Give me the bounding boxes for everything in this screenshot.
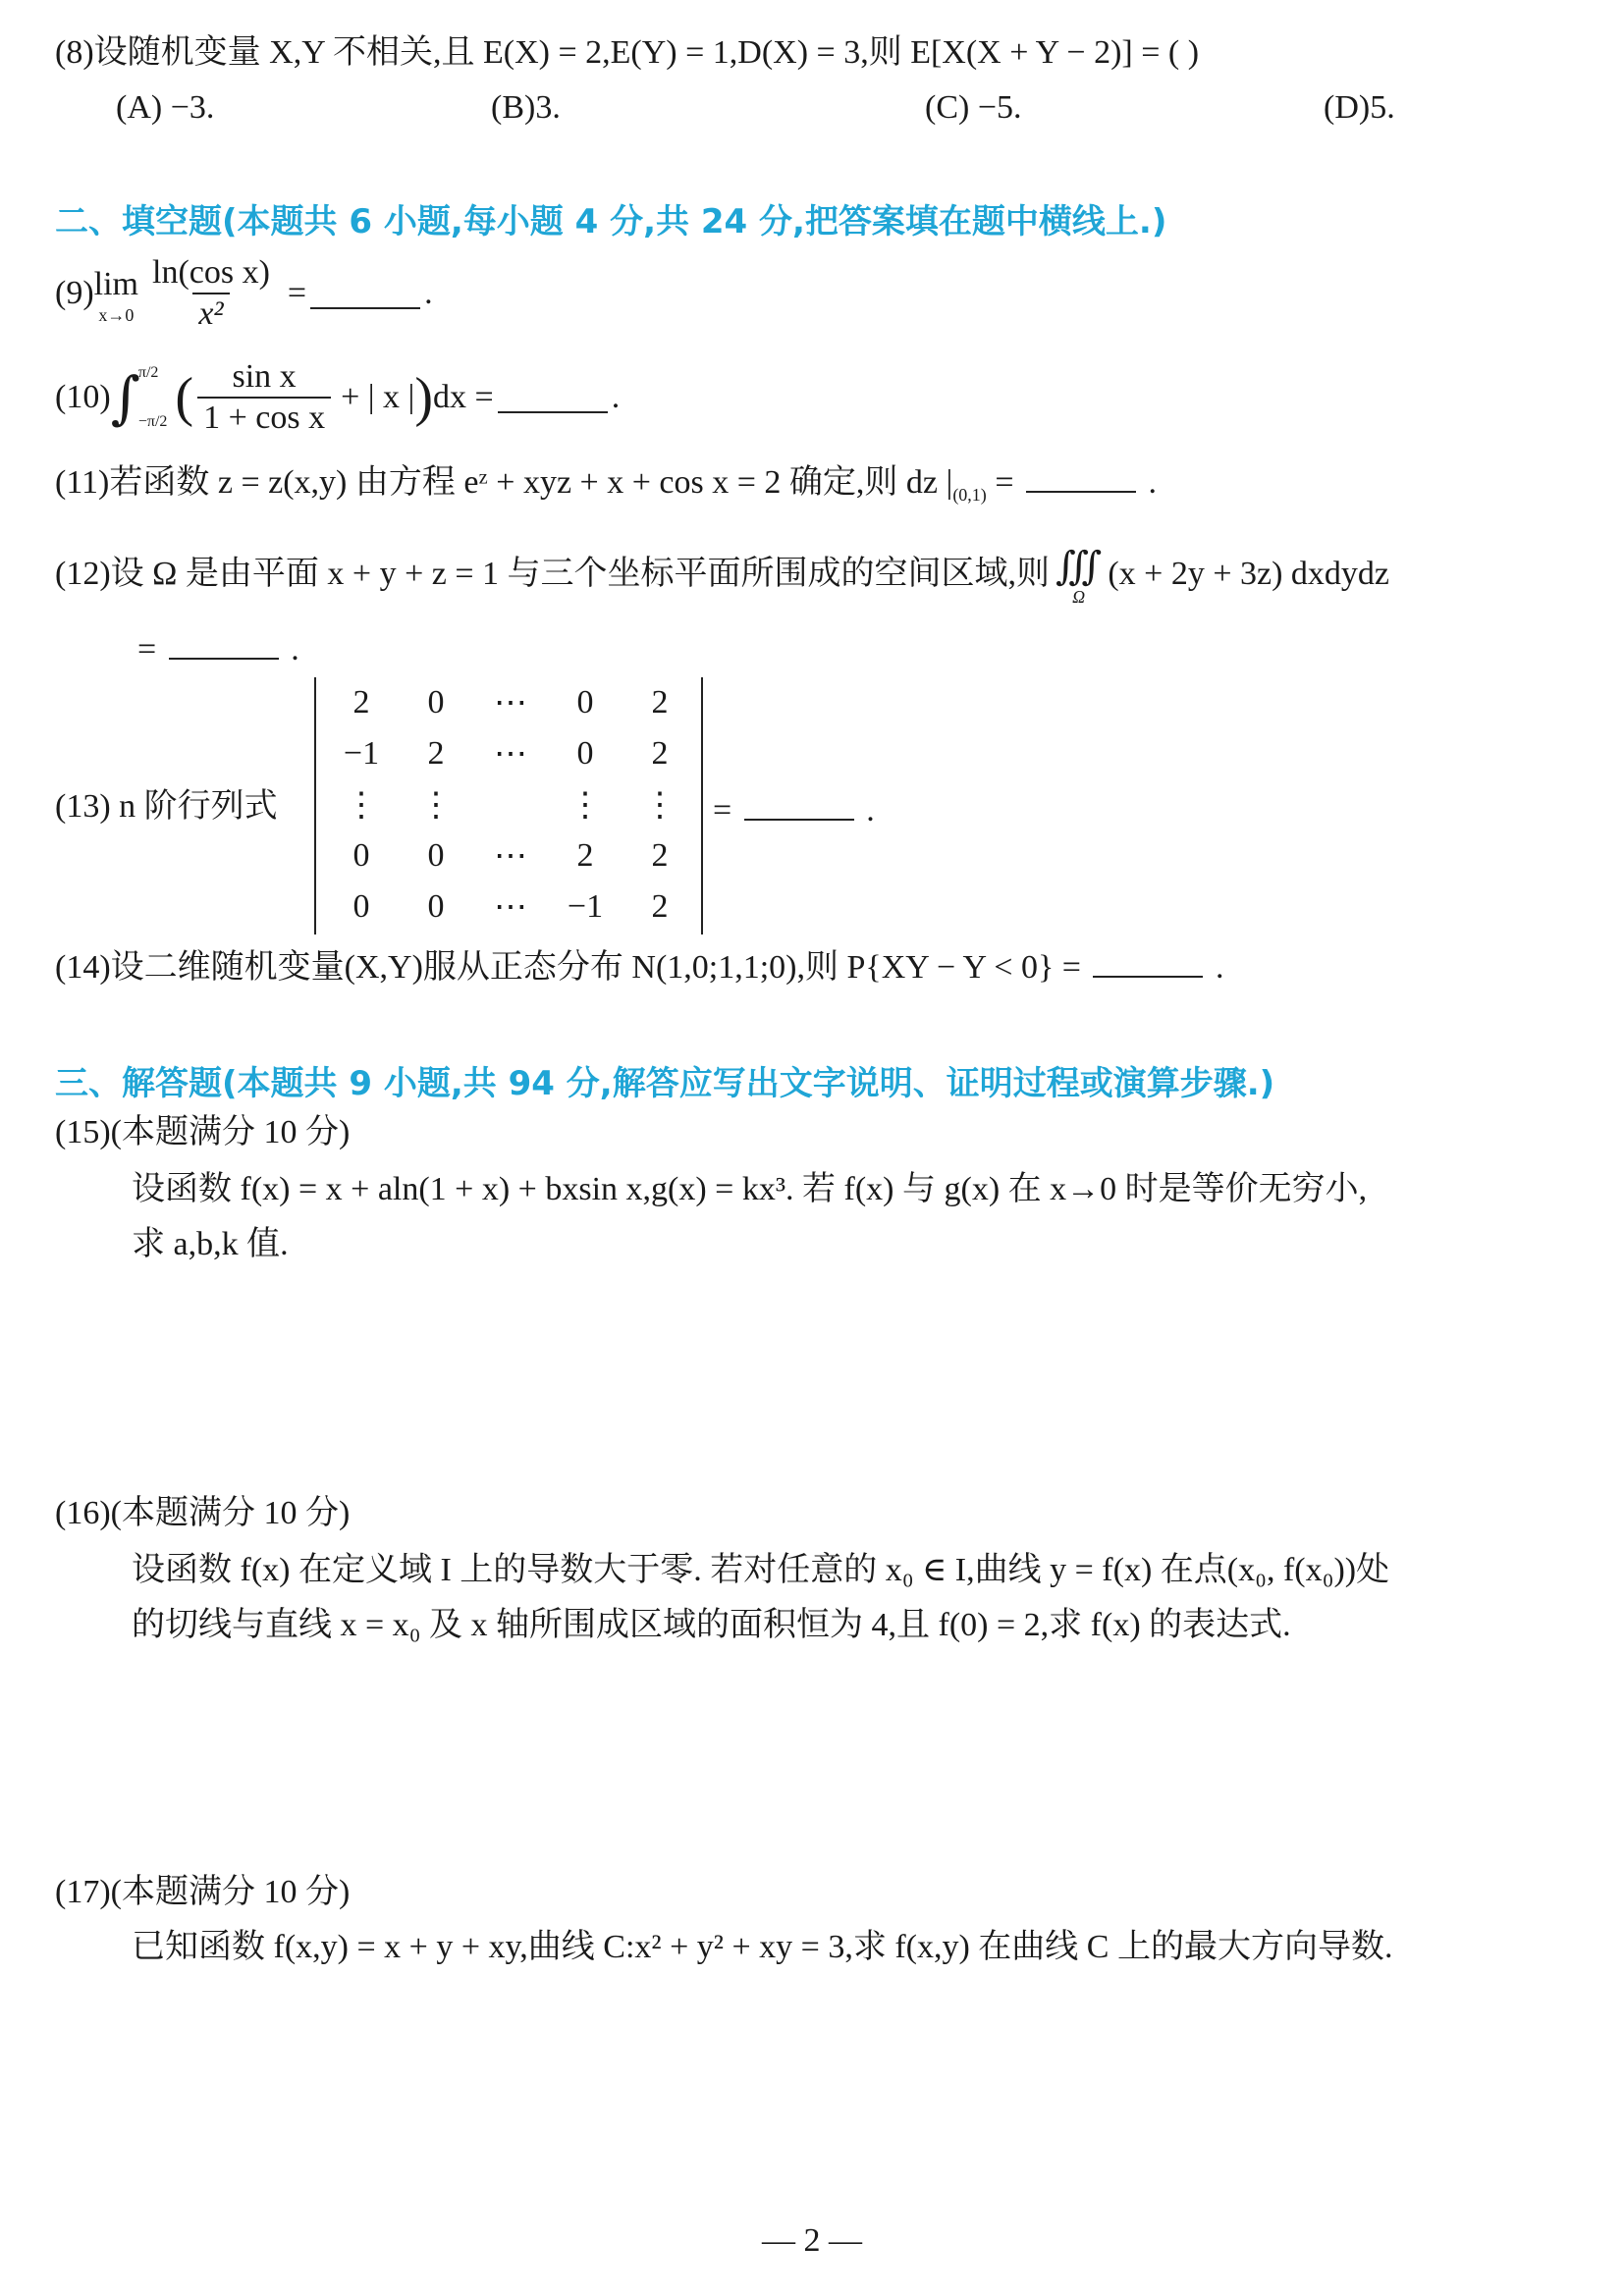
det-row (324, 677, 697, 728)
det-row (324, 830, 697, 881)
q10-abs-term: + | x | (341, 379, 415, 415)
q16-line2: 的切线与直线 x = x₀ 及 x 轴所围成区域的面积恒为 4,且 f(0) = 2,求 f(x) 的表达式. (132, 1607, 1291, 1643)
q16-line1: 设函数 f(x) 在定义域 I 上的导数大于零. 若对任意的 x₀ ∈ I,曲线 y = f(x) 在点(x₀, f(x₀))处 (132, 1552, 1390, 1588)
q9-numerator: ln(cos x) (152, 254, 270, 291)
q10-answer-blank[interactable] (498, 382, 608, 413)
q10-integral (111, 365, 168, 430)
q10-lower-limit: −π/2 (137, 413, 168, 430)
det-cell: 2 (651, 735, 669, 772)
integral-sign-icon: ∫ (110, 364, 140, 431)
q12-period: . (291, 631, 299, 667)
q14-answer-blank[interactable] (1093, 946, 1203, 978)
det-cell (473, 779, 548, 830)
det-cell: −1 (343, 735, 380, 772)
q13-answer-blank[interactable] (744, 789, 854, 821)
det-cell: ⋮ (419, 787, 453, 824)
q10-frac-den: 1 + cos x (197, 397, 331, 438)
determinant-grid (324, 677, 697, 933)
q8-option-c: (C) −5. (925, 89, 1022, 126)
q8-option-b: (B)3. (491, 89, 561, 126)
q12-region: Ω (1072, 587, 1086, 607)
q16-title: (16)(本题满分 10 分) (55, 1495, 351, 1531)
det-cell: 0 (427, 837, 445, 874)
q12-equals: = (137, 631, 157, 667)
q11-equals: = (995, 464, 1014, 501)
q13-label: (13) n 阶行列式 (55, 788, 278, 825)
q9-lim-sub: x→0 (98, 305, 135, 325)
det-row (324, 728, 697, 779)
q11-answer-blank[interactable] (1026, 461, 1136, 493)
q15-line2: 求 a,b,k 值. (132, 1226, 289, 1262)
right-paren-icon: ) (414, 367, 434, 428)
det-cell: 2 (651, 837, 669, 874)
det-cell: ⋯ (494, 838, 527, 875)
q9-answer-blank[interactable] (310, 278, 420, 309)
q14-text: (14)设二维随机变量(X,Y)服从正态分布 N(1,0;1,1;0),则 P{XY − Y < 0} = (55, 949, 1081, 986)
det-cell: ⋮ (568, 787, 602, 824)
q9-number: (9) (55, 275, 94, 311)
det-cell: 0 (576, 735, 594, 772)
q13-determinant (314, 677, 703, 934)
det-cell: 2 (427, 735, 445, 772)
q12-triple-integral (1056, 544, 1102, 605)
q8-stem: (8)设随机变量 X,Y 不相关,且 E(X) = 2,E(Y) = 1,D(X) = 3,则 E[X(X + Y − 2)] = ( ) (55, 34, 1200, 71)
triple-integral-icon: ∭ (1056, 544, 1103, 588)
det-cell: −1 (567, 888, 604, 925)
det-cell: ⋮ (345, 787, 378, 824)
q10 (55, 357, 620, 438)
det-cell: ⋮ (643, 787, 677, 824)
q10-frac-num: sin x (232, 358, 297, 395)
q10-number: (10) (55, 379, 111, 415)
q9-equals: = (287, 275, 307, 311)
page-number: — 2 — (762, 2222, 862, 2259)
q10-dx: dx = (433, 379, 494, 415)
q17-line1: 已知函数 f(x,y) = x + y + xy,曲线 C:x² + y² + xy = 3,求 f(x,y) 在曲线 C 上的最大方向导数. (132, 1929, 1393, 1965)
q12-answer-blank[interactable] (169, 628, 279, 660)
q11-text: (11)若函数 z = z(x,y) 由方程 eᶻ + xyz + x + cos x = 2 确定,则 dz | (55, 464, 953, 501)
q13-equals: = (713, 792, 732, 828)
q11 (55, 461, 1157, 516)
det-row (324, 881, 697, 933)
det-cell: 0 (352, 888, 370, 925)
q8-option-a: (A) −3. (116, 89, 215, 126)
q10-fraction (197, 357, 331, 438)
det-cell: 0 (576, 684, 594, 721)
det-cell: 2 (651, 888, 669, 925)
q9 (55, 253, 433, 334)
q17-title: (17)(本题满分 10 分) (55, 1874, 351, 1910)
q12-text: (12)设 Ω 是由平面 x + y + z = 1 与三个坐标平面所围成的空间区域,则 (55, 556, 1051, 592)
q15-title: (15)(本题满分 10 分) (55, 1114, 351, 1150)
det-cell: 0 (427, 888, 445, 925)
q8-option-d: (D)5. (1324, 89, 1395, 126)
q9-fraction (146, 253, 276, 334)
q13-period: . (866, 792, 875, 828)
section-3-heading: 三、解答题(本题共 9 小题,共 94 分,解答应写出文字说明、证明过程或演算步骤.) (55, 1064, 1275, 1103)
det-row (324, 779, 697, 830)
det-cell: ⋯ (494, 889, 527, 926)
q10-upper-limit: π/2 (137, 364, 159, 381)
q15-line1: 设函数 f(x) = x + aln(1 + x) + bxsin x,g(x) = kx³. 若 f(x) 与 g(x) 在 x→0 时是等价无穷小, (132, 1171, 1368, 1207)
det-cell: 2 (651, 684, 669, 721)
q9-lim: lim (93, 266, 138, 302)
q9-period: . (424, 275, 433, 311)
q14 (55, 946, 1223, 989)
det-cell: ⋯ (494, 685, 527, 721)
left-paren-icon: ( (175, 367, 194, 428)
q9-limit (94, 263, 138, 324)
q12-integrand: (x + 2y + 3z) dxdydz (1108, 556, 1390, 592)
q12-answer-line (137, 628, 299, 671)
q11-period: . (1148, 464, 1157, 501)
section-2-heading: 二、填空题(本题共 6 小题,每小题 4 分,共 24 分,把答案填在题中横线上.) (55, 202, 1167, 241)
det-cell: 0 (427, 684, 445, 721)
det-cell: ⋯ (494, 736, 527, 773)
q12 (55, 544, 1389, 605)
q10-period: . (611, 379, 621, 415)
det-cell: 2 (576, 837, 594, 874)
q13-answer (713, 789, 875, 832)
det-cell: 0 (352, 837, 370, 874)
q9-denominator: x² (192, 293, 229, 334)
det-cell: 2 (352, 684, 370, 721)
q11-point: (0,1) (952, 484, 987, 505)
q14-period: . (1215, 949, 1224, 986)
